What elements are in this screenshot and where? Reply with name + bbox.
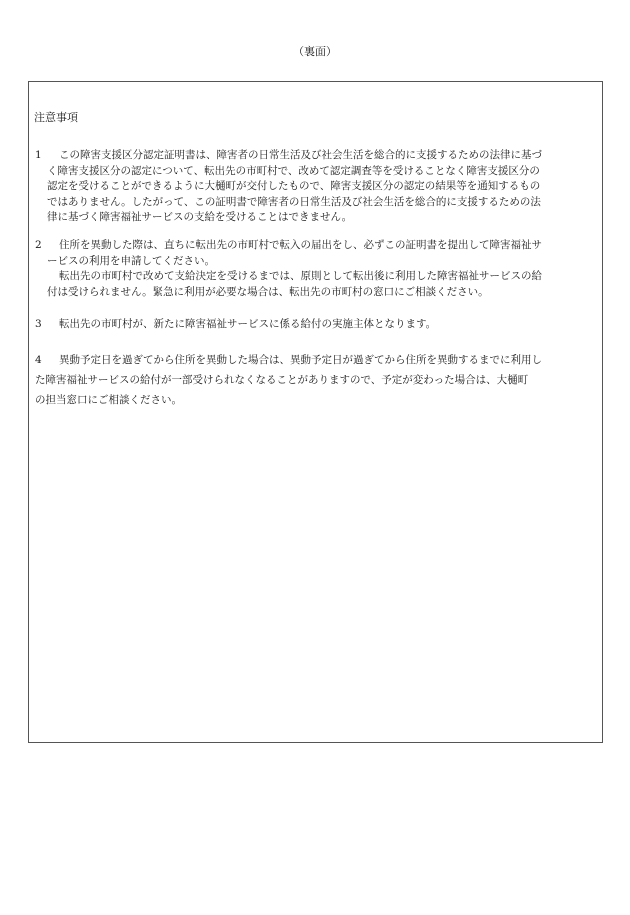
notice-item-line: 認定を受けることができるように大樋町が交付したもので、障害支援区分の認定の結果等を通知するもの	[47, 180, 541, 192]
notice-item-line: 異動予定日を過ぎてから住所を異動した場合は、異動予定日が過ぎてから住所を異動するまでに利用し	[59, 354, 542, 366]
notice-item-line: 転出先の市町村が、新たに障害福祉サービスに係る給付の実施主体となります。	[59, 318, 437, 330]
notice-item-4	[35, 350, 601, 410]
notice-item-number: 2	[35, 239, 42, 251]
notice-title: 注意事項	[34, 111, 78, 124]
notice-item-line: ではありません。したがって、この証明書で障害者の日常生活及び社会生活を総合的に支援するための法	[47, 195, 541, 208]
page-heading: （裏面）	[293, 45, 337, 58]
notice-item-line: く障害支援区分の認定について、転出先の市町村で、改めて認定調査等を受けることなく障害支援区分の	[47, 164, 540, 177]
notice-item-line: 律に基づく障害福祉サービスの支給を受けることはできません。	[47, 211, 353, 223]
notice-box	[28, 81, 603, 743]
notice-item-line: 転出先の市町村で改めて支給決定を受けるまでは、原則として転出後に利用した障害福祉サービスの給	[59, 270, 542, 282]
notice-item-2	[35, 238, 601, 300]
notice-item-1	[35, 148, 601, 226]
notice-item-line: の担当窓口にご相談ください。	[35, 394, 182, 406]
notice-item-number: 3	[35, 318, 42, 330]
notice-item-line: た障害福祉サービスの給付が一部受けられなくなることがありますので、予定が変わった場合は、大樋町	[35, 374, 529, 386]
notice-item-line: この障害支援区分認定証明書は、障害者の日常生活及び社会生活を総合的に支援するための法律に基づ	[59, 149, 542, 161]
notice-item-line: 住所を異動した際は、直ちに転出先の市町村で転入の届出をし、必ずこの証明書を提出して障害福祉サ	[59, 239, 542, 251]
notice-item-number: 1	[35, 149, 42, 161]
notice-item-line: 付は受けられません。緊急に利用が必要な場合は、転出先の市町村の窓口にご相談ください。	[47, 285, 489, 298]
notice-item-line: ービスの利用を申請してください。	[47, 254, 215, 267]
notice-item-number: 4	[35, 354, 42, 366]
notice-item-3	[35, 317, 601, 333]
